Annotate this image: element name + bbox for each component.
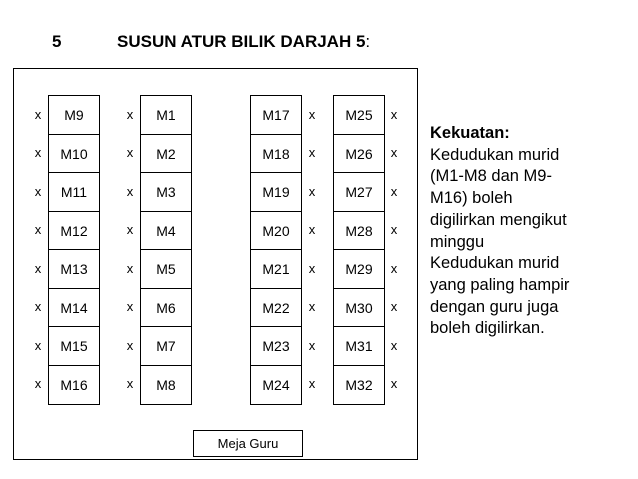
student-desk: M4 bbox=[140, 211, 192, 251]
notes-line: (M1-M8 dan M9- bbox=[430, 167, 552, 186]
notes-line: M16) boleh bbox=[430, 189, 513, 208]
notes-line: dengan guru juga bbox=[430, 297, 559, 316]
notes-heading: Kekuatan: bbox=[430, 124, 510, 142]
seat-marker: x bbox=[390, 222, 398, 238]
seat-marker: x bbox=[34, 183, 42, 199]
seat-marker: x bbox=[34, 376, 42, 392]
student-desk: M13 bbox=[48, 249, 100, 289]
title-colon: : bbox=[365, 32, 371, 51]
seat-marker: x bbox=[126, 145, 134, 161]
student-desk: M14 bbox=[48, 288, 100, 328]
seat-marker: x bbox=[390, 260, 398, 276]
student-desk: M15 bbox=[48, 326, 100, 366]
student-desk: M29 bbox=[333, 249, 385, 289]
student-desk: M31 bbox=[333, 326, 385, 366]
notes-line: minggu bbox=[430, 232, 485, 251]
student-desk: M21 bbox=[250, 249, 302, 289]
notes-line: Kedudukan murid bbox=[430, 254, 560, 273]
seat-marker: x bbox=[390, 183, 398, 199]
seat-marker: x bbox=[308, 106, 316, 122]
student-desk: M6 bbox=[140, 288, 192, 328]
seat-marker: x bbox=[308, 299, 316, 315]
seat-marker: x bbox=[390, 376, 398, 392]
teacher-desk: Meja Guru bbox=[193, 430, 303, 457]
notes-line: digilirkan mengikut bbox=[430, 210, 567, 229]
desk-column-3 bbox=[250, 95, 302, 405]
student-desk: M16 bbox=[48, 365, 100, 405]
seat-marker: x bbox=[390, 337, 398, 353]
seat-marker: x bbox=[34, 222, 42, 238]
seat-marker: x bbox=[308, 183, 316, 199]
student-desk: M9 bbox=[48, 95, 100, 135]
section-number: 5 bbox=[52, 32, 62, 51]
seat-marker: x bbox=[308, 337, 316, 353]
page-title bbox=[117, 32, 370, 52]
student-desk: M3 bbox=[140, 172, 192, 212]
notes-line: boleh digilirkan. bbox=[430, 319, 545, 338]
desk-column-1 bbox=[48, 95, 100, 405]
student-desk: M20 bbox=[250, 211, 302, 251]
student-desk: M27 bbox=[333, 172, 385, 212]
seat-marker: x bbox=[390, 106, 398, 122]
student-desk: M12 bbox=[48, 211, 100, 251]
student-desk: M30 bbox=[333, 288, 385, 328]
marker-column-4 bbox=[388, 95, 400, 403]
marker-column-1 bbox=[32, 95, 44, 403]
seat-marker: x bbox=[126, 337, 134, 353]
notes-line: Kedudukan murid bbox=[430, 145, 560, 164]
marker-column-3 bbox=[306, 95, 318, 403]
student-desk: M23 bbox=[250, 326, 302, 366]
student-desk: M11 bbox=[48, 172, 100, 212]
seat-marker: x bbox=[126, 222, 134, 238]
student-desk: M10 bbox=[48, 134, 100, 174]
student-desk: M1 bbox=[140, 95, 192, 135]
student-desk: M32 bbox=[333, 365, 385, 405]
student-desk: M7 bbox=[140, 326, 192, 366]
notes-line: yang paling hampir bbox=[430, 275, 570, 294]
student-desk: M5 bbox=[140, 249, 192, 289]
desk-column-2 bbox=[140, 95, 192, 405]
seat-marker: x bbox=[34, 260, 42, 276]
seat-marker: x bbox=[126, 260, 134, 276]
seat-marker: x bbox=[390, 145, 398, 161]
desk-column-4 bbox=[333, 95, 385, 405]
seat-marker: x bbox=[308, 376, 316, 392]
seat-marker: x bbox=[34, 106, 42, 122]
title-text: SUSUN ATUR BILIK DARJAH 5 bbox=[117, 32, 366, 51]
seat-marker: x bbox=[308, 260, 316, 276]
student-desk: M2 bbox=[140, 134, 192, 174]
strengths-notes bbox=[430, 123, 630, 340]
seat-marker: x bbox=[126, 299, 134, 315]
seat-marker: x bbox=[34, 337, 42, 353]
student-desk: M28 bbox=[333, 211, 385, 251]
seat-marker: x bbox=[34, 145, 42, 161]
seat-marker: x bbox=[126, 183, 134, 199]
seat-marker: x bbox=[308, 222, 316, 238]
marker-column-2 bbox=[124, 95, 136, 403]
student-desk: M22 bbox=[250, 288, 302, 328]
student-desk: M25 bbox=[333, 95, 385, 135]
seat-marker: x bbox=[126, 106, 134, 122]
student-desk: M26 bbox=[333, 134, 385, 174]
student-desk: M18 bbox=[250, 134, 302, 174]
student-desk: M8 bbox=[140, 365, 192, 405]
student-desk: M19 bbox=[250, 172, 302, 212]
seat-marker: x bbox=[308, 145, 316, 161]
student-desk: M24 bbox=[250, 365, 302, 405]
student-desk: M17 bbox=[250, 95, 302, 135]
seat-marker: x bbox=[34, 299, 42, 315]
seat-marker: x bbox=[126, 376, 134, 392]
seat-marker: x bbox=[390, 299, 398, 315]
